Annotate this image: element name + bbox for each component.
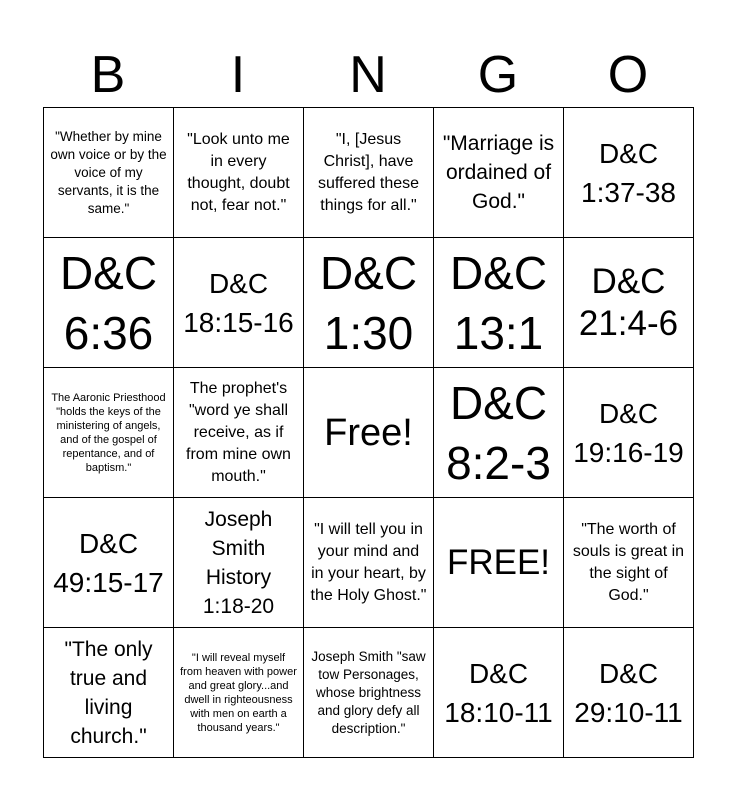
bingo-cell-r5-c4[interactable] — [434, 628, 564, 758]
bingo-cell-r3-c3[interactable] — [304, 368, 434, 498]
bingo-cell-r2-c4[interactable] — [434, 238, 564, 368]
bingo-cell-r1-c2[interactable] — [174, 108, 304, 238]
bingo-cell-r2-c3[interactable] — [304, 238, 434, 368]
header-letter-o: O — [607, 46, 649, 104]
cell-text: "Look unto me in every thought, doubt not, fear not." — [187, 130, 290, 214]
bingo-header — [43, 46, 693, 104]
cell-text: FREE! — [446, 542, 551, 582]
bingo-cell-r5-c1[interactable] — [44, 628, 174, 758]
cell-text: "I will tell you in your mind and in your heart, by the Holy Ghost." — [310, 520, 427, 604]
bingo-cell-r1-c1[interactable] — [44, 108, 174, 238]
bingo-cell-r1-c4[interactable] — [434, 108, 564, 238]
bingo-cell-r4-c5[interactable] — [564, 498, 694, 628]
cell-text: "Whether by mine own voice or by the voice of my servants, it is the same." — [50, 128, 167, 216]
cell-text: D&C 13:1 — [449, 246, 548, 359]
bingo-cell-r3-c2[interactable] — [174, 368, 304, 498]
cell-text: The prophet's "word ye shall receive, as if from mine own mouth." — [186, 379, 291, 485]
bingo-cell-r2-c2[interactable] — [174, 238, 304, 368]
bingo-board — [43, 107, 694, 758]
bingo-cell-r3-c1[interactable] — [44, 368, 174, 498]
cell-text: "I will reveal myself from heaven with power and great glory...and dwell in righteousness with men on earth a thousand years." — [180, 651, 297, 734]
cell-text: "The worth of souls is great in the sight of God." — [572, 520, 685, 604]
cell-text: D&C 49:15-17 — [53, 527, 164, 598]
bingo-cell-r2-c5[interactable] — [564, 238, 694, 368]
cell-text: D&C 6:36 — [59, 246, 158, 359]
bingo-cell-r4-c4[interactable] — [434, 498, 564, 628]
cell-text: "I, [Jesus Christ], have suffered these things for all." — [317, 130, 420, 214]
cell-text: Joseph Smith History 1:18-20 — [202, 507, 275, 618]
cell-text: Free! — [324, 411, 413, 454]
cell-text: "The only true and living church." — [64, 637, 153, 748]
cell-text: D&C 19:16-19 — [573, 397, 684, 468]
cell-text: Joseph Smith "saw tow Personages, whose brightness and glory defy all description." — [311, 648, 426, 736]
header-letter-g: G — [477, 46, 519, 104]
bingo-cell-r4-c3[interactable] — [304, 498, 434, 628]
bingo-cell-r2-c1[interactable] — [44, 238, 174, 368]
cell-text: D&C 29:10-11 — [574, 657, 683, 728]
header-letter-n: N — [349, 46, 387, 104]
bingo-cell-r5-c2[interactable] — [174, 628, 304, 758]
cell-text: D&C 21:4-6 — [578, 261, 679, 343]
header-letter-i: I — [230, 46, 246, 104]
cell-text: D&C 18:15-16 — [183, 267, 294, 338]
bingo-cell-r1-c5[interactable] — [564, 108, 694, 238]
cell-text: D&C 8:2-3 — [446, 376, 551, 489]
bingo-cell-r4-c1[interactable] — [44, 498, 174, 628]
bingo-cell-r5-c5[interactable] — [564, 628, 694, 758]
bingo-cell-r4-c2[interactable] — [174, 498, 304, 628]
cell-text: D&C 1:30 — [319, 246, 418, 359]
cell-text: D&C 1:37-38 — [581, 137, 676, 208]
bingo-cell-r5-c3[interactable] — [304, 628, 434, 758]
cell-text: D&C 18:10-11 — [444, 657, 553, 728]
cell-text: "Marriage is ordained of God." — [442, 132, 555, 213]
bingo-cell-r1-c3[interactable] — [304, 108, 434, 238]
header-letter-b: B — [90, 46, 126, 104]
cell-text: The Aaronic Priesthood "holds the keys of the ministering of angels, and of the gospel of repentance, and of baptism." — [51, 391, 166, 474]
bingo-cell-r3-c4[interactable] — [434, 368, 564, 498]
bingo-cell-r3-c5[interactable] — [564, 368, 694, 498]
